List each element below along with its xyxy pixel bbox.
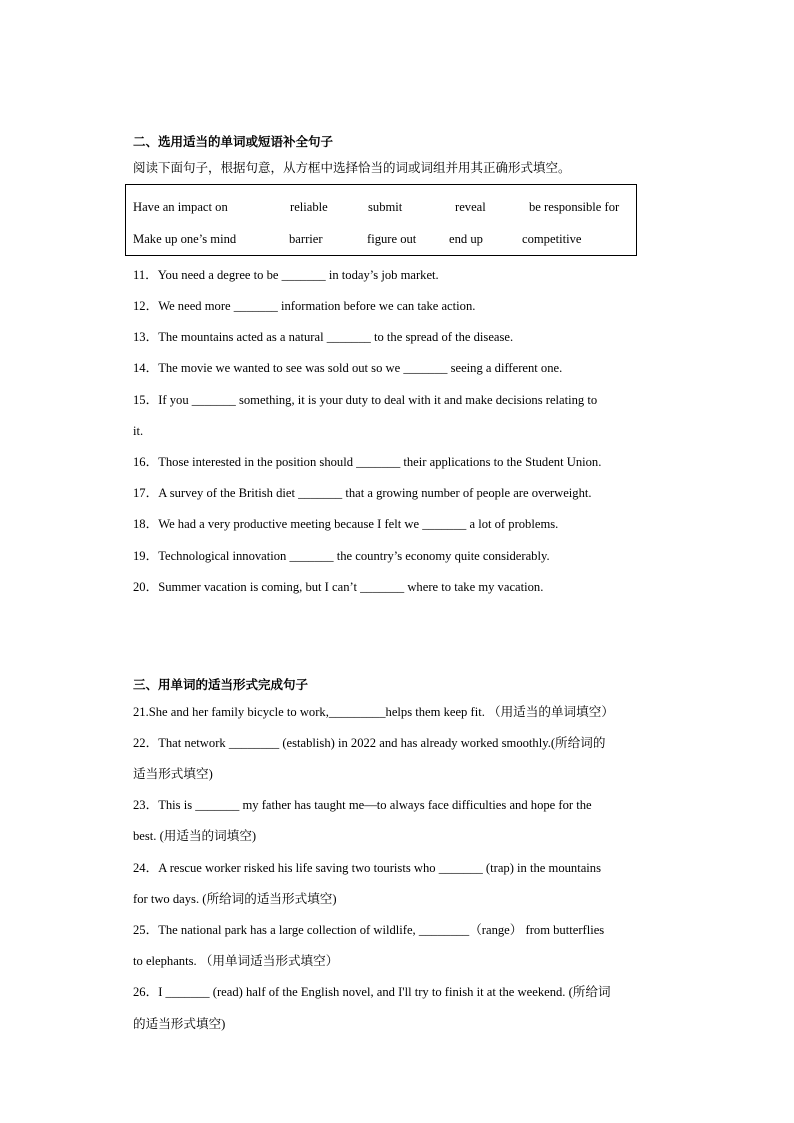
section-2-heading: 二、选用适当的单词或短语补全句子 <box>133 134 334 149</box>
word-option: figure out <box>367 232 417 246</box>
question-15-continued: it. <box>133 424 144 438</box>
word-box <box>125 184 637 256</box>
question-24-continued: for two days. (所给词的适当形式填空) <box>133 892 337 906</box>
question-26: 26．I _______ (read) half of the English novel, and I'll try to finish it at the weekend. (所给词 <box>133 985 611 999</box>
word-option: submit <box>368 200 403 214</box>
word-option: reliable <box>290 200 328 214</box>
question-23: 23．This is _______ my father has taught me—to always face difficulties and hope for the <box>133 798 592 812</box>
question-24: 24．A rescue worker risked his life saving two tourists who _______ (trap) in the mountains <box>133 861 601 875</box>
section-2-instruction: 阅读下面句子，根据句意，从方框中选择恰当的词或词组并用其正确形式填空。 <box>133 160 571 175</box>
word-option: Make up one’s mind <box>133 232 237 246</box>
question-11: 11．You need a degree to be _______ in today’s job market. <box>133 268 439 282</box>
question-20: 20．Summer vacation is coming, but I can’t _______ where to take my vacation. <box>133 580 544 594</box>
question-25-continued: to elephants. （用单词适当形式填空） <box>133 954 339 968</box>
question-26-continued: 的适当形式填空) <box>133 1017 226 1031</box>
word-option: barrier <box>289 232 323 246</box>
question-13: 13．The mountains acted as a natural _______ to the spread of the disease. <box>133 330 514 344</box>
question-17: 17．A survey of the British diet _______ that a growing number of people are overweight. <box>133 486 592 500</box>
question-15: 15．If you _______ something, it is your duty to deal with it and make decisions relating to <box>133 393 598 407</box>
question-21: 21.She and her family bicycle to work,_________helps them keep fit. （用适当的单词填空） <box>133 705 614 719</box>
question-23-continued: best. (用适当的词填空) <box>133 829 257 843</box>
section-3-heading: 三、用单词的适当形式完成句子 <box>133 677 309 692</box>
question-12: 12．We need more _______ information before we can take action. <box>133 299 476 313</box>
question-22: 22．That network ________ (establish) in 2022 and has already worked smoothly.(所给词的 <box>133 736 606 750</box>
word-option: end up <box>449 232 483 246</box>
question-14: 14．The movie we wanted to see was sold out so we _______ seeing a different one. <box>133 361 563 375</box>
word-option: competitive <box>522 232 582 246</box>
word-option: reveal <box>455 200 486 214</box>
question-18: 18．We had a very productive meeting because I felt we _______ a lot of problems. <box>133 517 559 531</box>
question-19: 19．Technological innovation _______ the country’s economy quite considerably. <box>133 549 550 563</box>
question-22-continued: 适当形式填空) <box>133 767 213 781</box>
word-option: Have an impact on <box>133 200 228 214</box>
question-16: 16．Those interested in the position should _______ their applications to the Student Union. <box>133 455 602 469</box>
word-option: be responsible for <box>529 200 620 214</box>
question-25: 25．The national park has a large collection of wildlife, ________（range） from butterflies <box>133 923 605 937</box>
